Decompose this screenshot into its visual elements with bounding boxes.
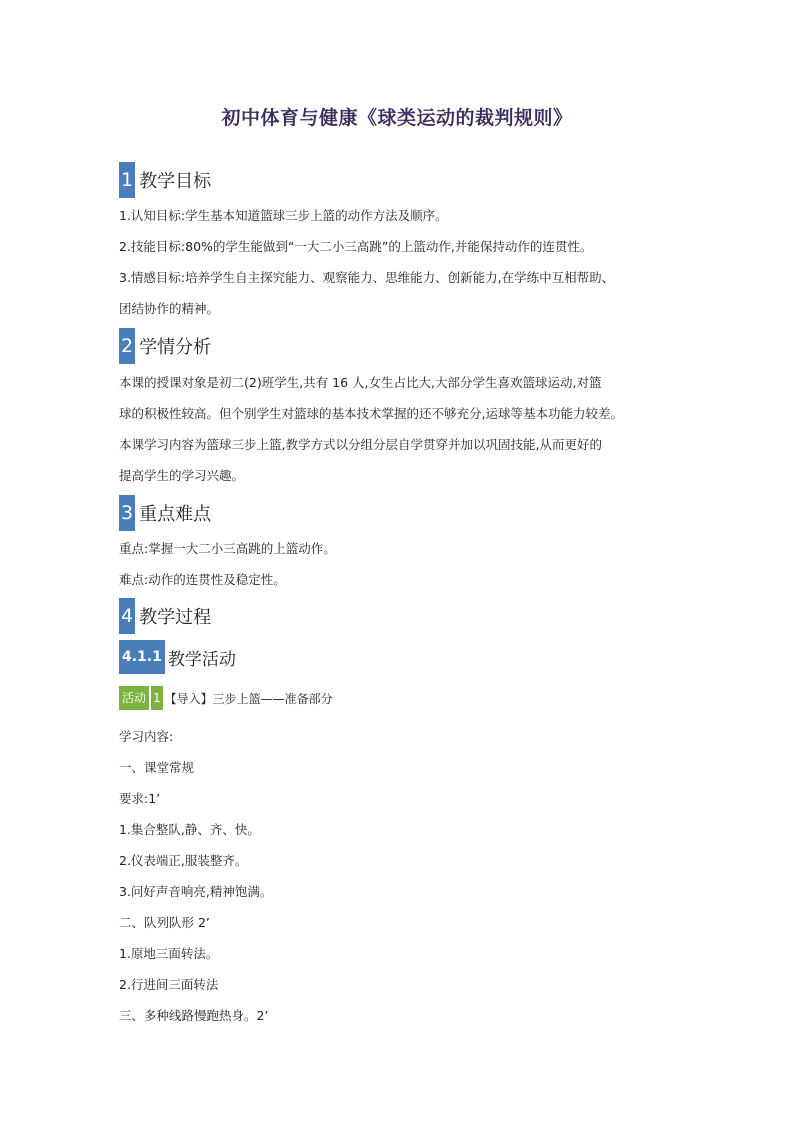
content-line: 3.问好声音响亮,精神饱满。 (119, 884, 273, 899)
keypoint-line: 重点:掌握一大二小三高跳的上篮动作。 (119, 541, 336, 556)
section-title: 学情分析 (139, 337, 212, 358)
objective-line: 3.情感目标:培养学生自主探究能力、观察能力、思维能力、创新能力,在学练中互相帮助、 (119, 270, 615, 285)
activity-tag: 活动 (119, 686, 149, 710)
objective-line: 团结协作的精神。 (119, 301, 220, 316)
content-line: 1.原地三面转法。 (119, 946, 219, 961)
section-title: 教学目标 (139, 171, 212, 192)
keypoint-line: 难点:动作的连贯性及稳定性。 (119, 572, 286, 587)
subsection-heading-activities (119, 640, 236, 674)
activity-heading (119, 686, 333, 710)
analysis-line: 提高学生的学习兴趣。 (119, 468, 245, 483)
content-line: 要求:1’ (119, 791, 161, 806)
objective-line: 1.认知目标:学生基本知道篮球三步上篮的动作方法及顺序。 (119, 208, 448, 223)
section-number: 1 (119, 162, 135, 198)
section-number: 2 (119, 328, 135, 364)
content-line: 1.集合整队,静、齐、快。 (119, 822, 260, 837)
section-heading-process (119, 598, 211, 634)
subsection-number: 4.1.1 (119, 640, 165, 674)
objective-line: 2.技能目标:80%的学生能做到“一大二小三高跳”的上篮动作,并能保持动作的连贯性。 (119, 239, 593, 254)
content-line: 学习内容: (119, 729, 174, 744)
activity-title: 【导入】三步上篮——准备部分 (164, 691, 333, 706)
analysis-line: 本课的授课对象是初二(2)班学生,共有 16 人,女生占比大,大部分学生喜欢篮球运动,对篮 (119, 375, 602, 390)
content-line: 二、队列队形 2’ (119, 915, 210, 930)
section-number: 4 (119, 598, 135, 634)
section-title: 教学过程 (139, 607, 212, 628)
section-heading-analysis (119, 328, 211, 364)
content-line: 一、课堂常规 (119, 760, 195, 775)
section-number: 3 (119, 495, 135, 531)
section-heading-keypoints (119, 495, 211, 531)
analysis-line: 球的积极性较高。但个别学生对篮球的基本技术掌握的还不够充分,运球等基本功能力较差。 (119, 406, 623, 421)
subsection-title: 教学活动 (167, 649, 236, 670)
section-title: 重点难点 (139, 504, 212, 525)
activity-number: 1 (151, 686, 163, 710)
content-line: 三、多种线路慢跑热身。2’ (119, 1008, 269, 1023)
content-line: 2.行进间三面转法 (119, 977, 219, 992)
section-heading-objectives (119, 162, 211, 198)
document-title: 初中体育与健康《球类运动的裁判规则》 (221, 107, 573, 129)
content-line: 2.仪表端正,服装整齐。 (119, 853, 248, 868)
analysis-line: 本课学习内容为篮球三步上篮,教学方式以分组分层自学贯穿并加以巩固技能,从而更好的 (119, 437, 602, 452)
